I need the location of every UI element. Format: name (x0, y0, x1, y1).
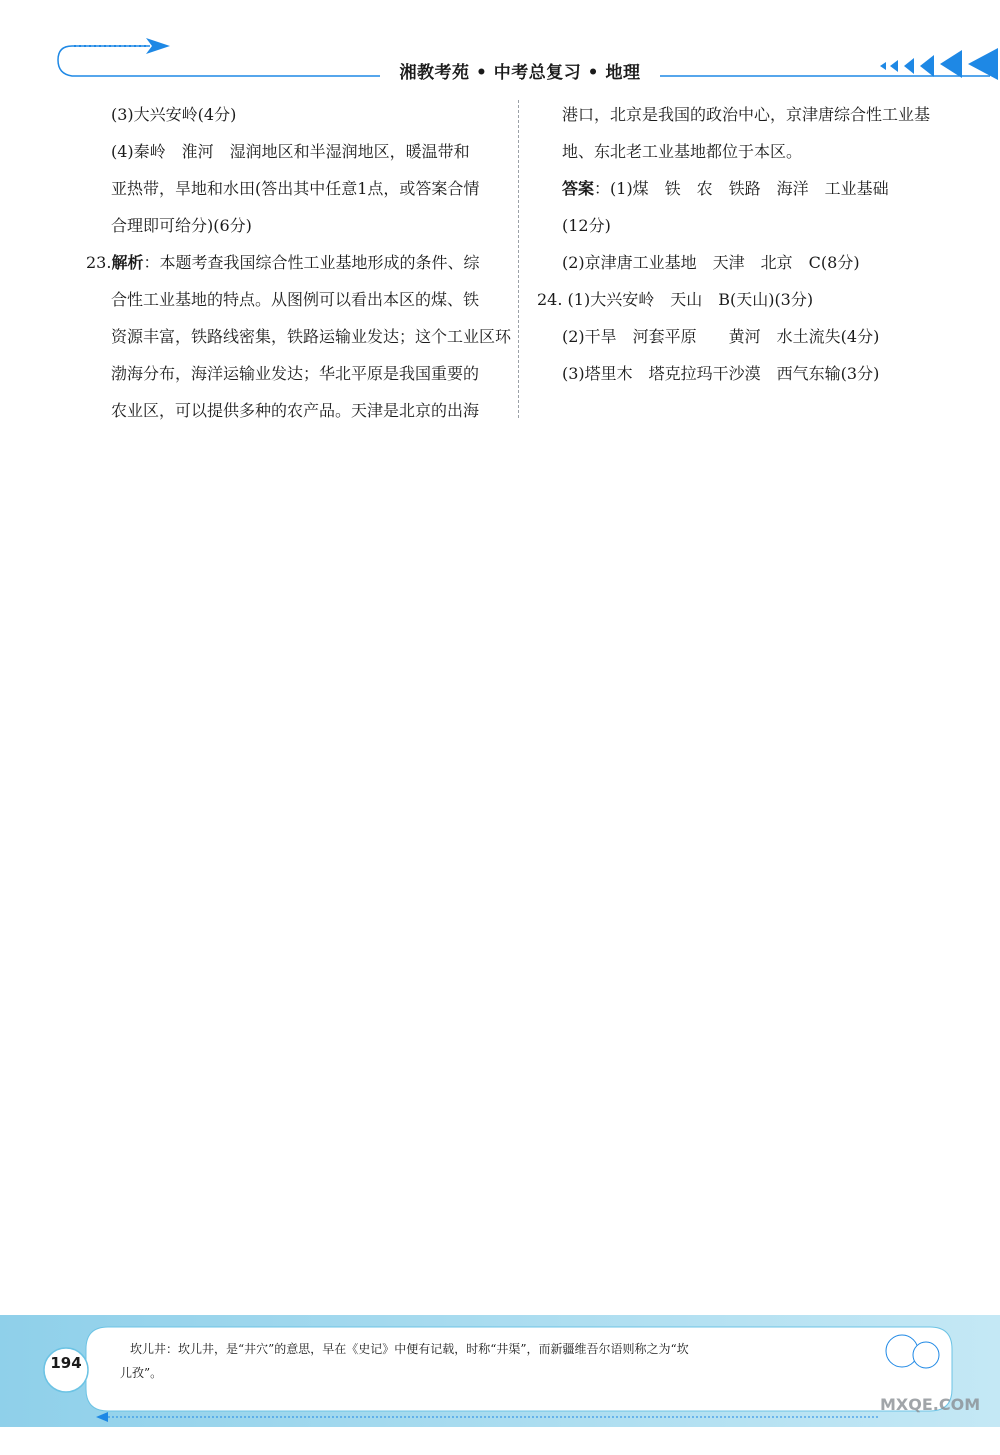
analysis-line: 港口，北京是我国的政治中心，京津唐综合性工业基 (562, 105, 931, 124)
column-divider (518, 100, 519, 418)
answer-line: 亚热带，旱地和水田(答出其中任意1点，或答案合情 (111, 179, 480, 198)
page-header (0, 0, 1000, 90)
header-title: 湘教考苑 • 中考总复习 • 地理 (399, 63, 641, 83)
analysis-line: 地、东北老工业基地都位于本区。 (562, 142, 803, 161)
answer-line: (4)秦岭 淮河 湿润地区和半湿润地区，暖温带和 (111, 142, 470, 161)
footnote-line: 坎儿井：坎儿井，是“井穴”的意思，早在《史记》中便有记载，时称“井渠”，而新疆维吾尔语则称之为“坎 (130, 1342, 689, 1356)
analysis-text: ：本题考查我国综合性工业基地形成的条件、综 (143, 253, 480, 272)
analysis-line: 农业区，可以提供多种的农产品。天津是北京的出海 (111, 401, 480, 420)
footnote-line: 儿孜”。 (120, 1366, 163, 1380)
footer-decoration (0, 1315, 1000, 1455)
answer-text: ：(1)煤 铁 农 铁路 海洋 工业基础 (594, 179, 889, 198)
question-23 (86, 244, 504, 281)
analysis-line: 渤海分布，海洋运输业发达；华北平原是我国重要的 (111, 364, 480, 383)
answer-line: (3)塔里木 塔克拉玛干沙漠 西气东输(3分) (562, 364, 880, 383)
left-column (86, 96, 512, 429)
answer-label: 答案 (562, 179, 595, 198)
answer-line: 合理即可给分)(6分) (111, 216, 252, 235)
answer-line: (12分) (562, 216, 611, 235)
question-24: 24. (1)大兴安岭 天山 B(天山)(3分) (537, 290, 814, 309)
analysis-line: 资源丰富，铁路线密集，铁路运输业发达；这个工业区环 (111, 327, 512, 346)
right-column (537, 96, 962, 392)
question-number: 23. (86, 253, 112, 272)
page-number: 194 (50, 1354, 82, 1372)
footnote (120, 1337, 860, 1385)
analysis-line: 合性工业基地的特点。从图例可以看出本区的煤、铁 (111, 290, 480, 309)
arrow-left-icons (880, 48, 998, 80)
answer-line: (3)大兴安岭(4分) (111, 105, 237, 124)
page-footer (0, 1315, 1000, 1455)
watermark: MXQE.COM (880, 1395, 981, 1414)
answer-line: (2)京津唐工业基地 天津 北京 C(8分) (562, 253, 860, 272)
answer-line (537, 170, 962, 207)
analysis-label: 解析 (111, 253, 144, 272)
answer-line: (2)干旱 河套平原 黄河 水土流失(4分) (562, 327, 880, 346)
